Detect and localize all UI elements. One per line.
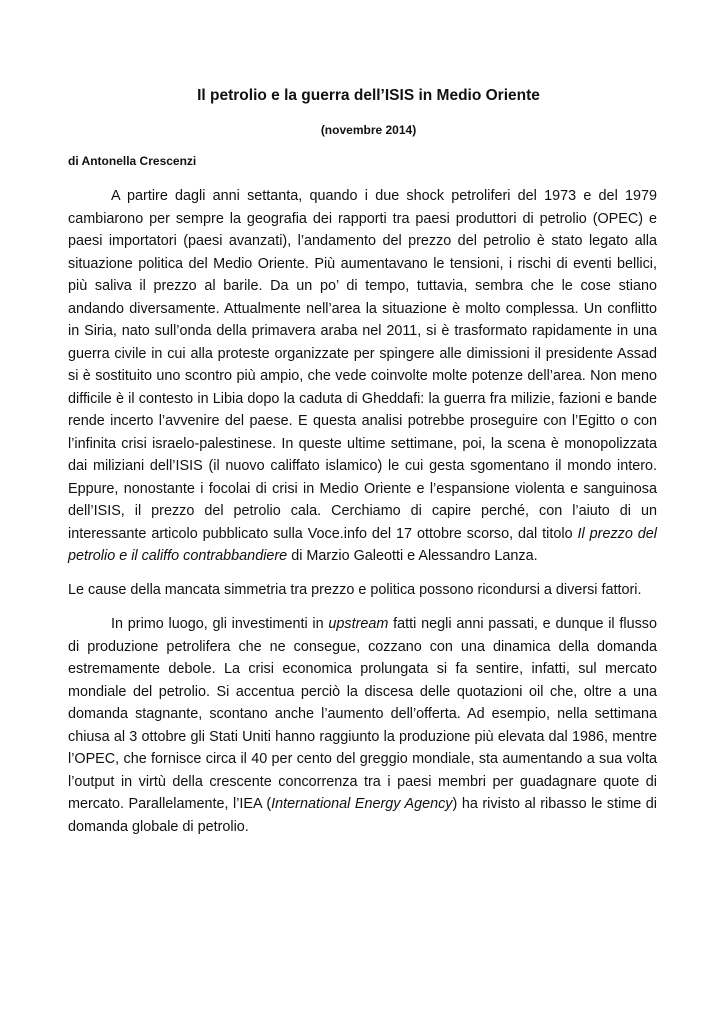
paragraph-3-text-mid: fatti negli anni passati, e dunque il flusso di produzione petrolifera che ne consegue, cozzano con una dinamica della domanda estremamente debole. La crisi economica prolungata si fa sentire, infatti, sul mercato mondiale del petrolio. Si accentua perciò la discesa delle quotazioni oil che, oltre a una domanda stagnante, scontano anche l’aumento dell’offerta. Ad esempio, nella settimana chiusa al 3 ottobre gli Stati Uniti hanno raggiunto la produzione più elevata dal 1986, mentre l’OPEC, che fornisce circa il 40 per cento del greggio mondiale, sta aumentando a sua volta l’output in virtù della crescente concorrenza tra i paesi membri per guadagnare quote di mercato. Parallelamente, l’IEA ( <box>68 616 657 812</box>
paragraph-1-text-end: di Marzio Galeotti e Alessandro Lanza. <box>287 548 538 564</box>
paragraph-3-italic-upstream: upstream <box>328 616 389 632</box>
paragraph-1-text: A partire dagli anni settanta, quando i due shock petroliferi del 1973 e del 1979 cambiarono per sempre la geografia dei rapporti tra paesi produttori di petrolio (OPEC) e paesi importatori (paesi avanzati), l’andamento del prezzo del petrolio è stato legato alla situazione politica del Medio Oriente. Più aumentavano le tensioni, i rischi di eventi bellici, più saliva il prezzo al barile. Da un po’ di tempo, tuttavia, sembra che le cose stiano andando diversamente. Attualmente nell’area la situazione è molto complessa. Un conflitto in Siria, nato sull’onda della primavera araba nel 2011, si è trasformato rapidamente in una guerra civile in cui alla proteste organizzate per spingere alle dimissioni il presidente Assad si è sostituito uno scontro più ampio, che vede coinvolte molte potenze dell’area. Non meno difficile è il contesto in Libia dopo la caduta di Gheddafi: la guerra fra milizie, fazioni e bande rende incerto l’avvenire del paese. E questa analisi potrebbe proseguire con l’Egitto o con l’infinita crisi israelo-palestinese. In queste ultime settimane, poi, la scena è monopolizzata dai miliziani dell’ISIS (il nuovo califfato islamico) le cui gesta sgomentano il mondo intero. Eppure, nonostante i focolai di crisi in Medio Oriente e l’espansione violenta e sanguinosa dell’ISIS, il prezzo del petrolio cala. Cerchiamo di capire perché, con l’aiuto di un interessante articolo pubblicato sulla Voce.info del 17 ottobre scorso, dal titolo <box>68 188 657 542</box>
document-author: di Antonella Crescenzi <box>68 154 197 168</box>
paragraph-3-text-end: ) ha rivisto al ribasso le stime di domanda globale di petrolio. <box>68 796 657 835</box>
paragraph-3-italic-iea: International Energy Agency <box>271 796 453 812</box>
document-title: Il petrolio e la guerra dell’ISIS in Medio Oriente <box>197 87 540 104</box>
document-date: (novembre 2014) <box>320 123 417 137</box>
paragraph-3-text: In primo luogo, gli investimenti in <box>111 616 329 632</box>
paragraph-1-italic-title: Il prezzo del petrolio e il califfo contrabbandiere <box>68 525 657 564</box>
paragraph-3 <box>68 613 657 838</box>
paragraph-2: Le cause della mancata simmetria tra prezzo e politica possono ricondursi a diversi fattori. <box>68 581 642 598</box>
paragraph-1 <box>68 185 657 568</box>
